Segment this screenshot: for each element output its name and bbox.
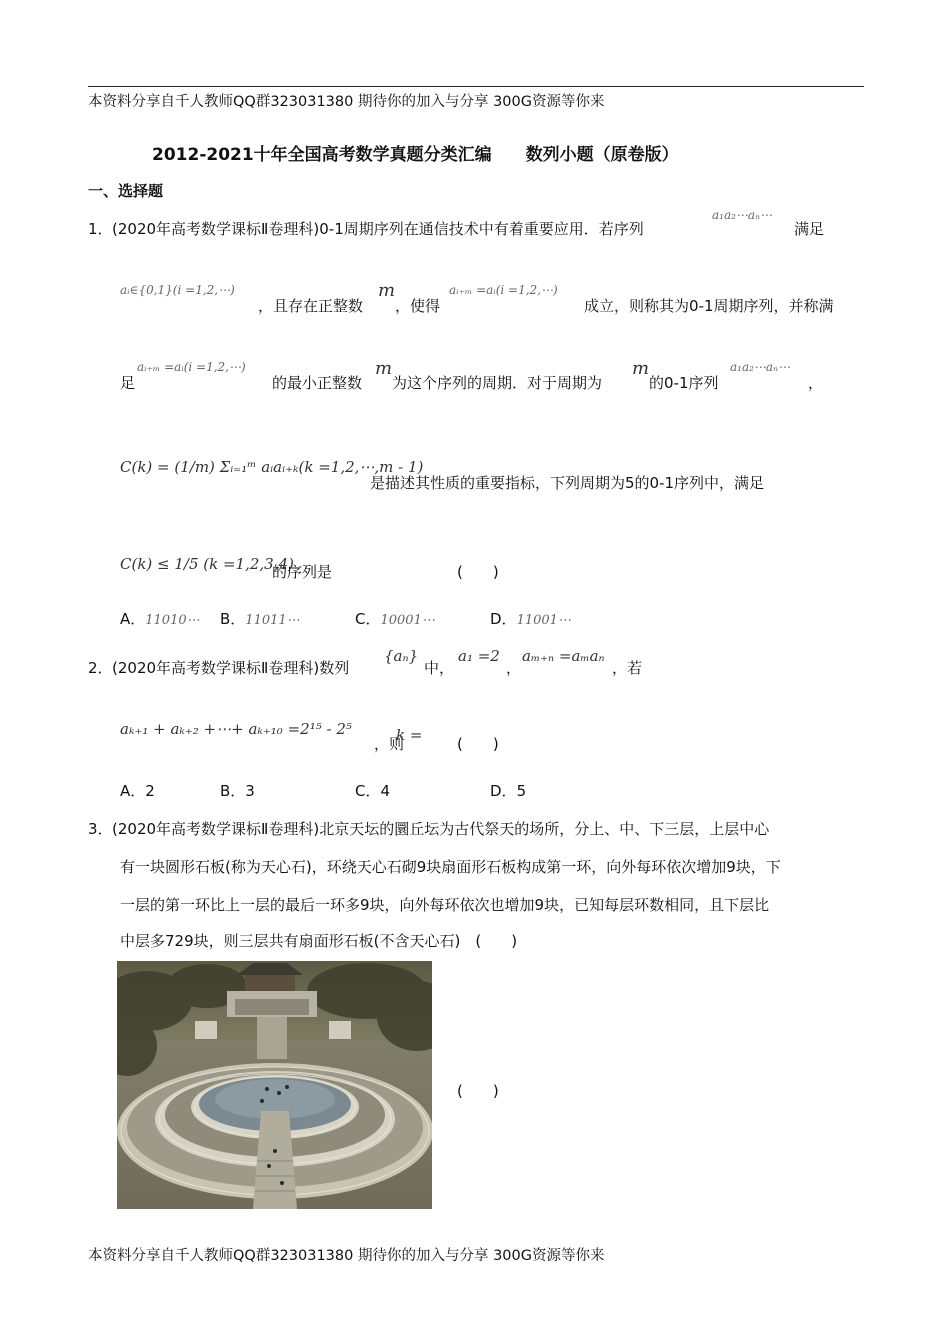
q1-line2-math2: aᵢ₊ₘ =aᵢ(i =1,2,⋯) (449, 283, 558, 297)
q1-option-c[interactable] (355, 608, 435, 629)
q3-line4: 中层多729块，则三层共有扇面形石板(不含天心石) ( ) (120, 932, 518, 950)
header-text: 本资料分享自千人教师QQ群323031380 期待你的加入与分享 300G资源等你来 (88, 94, 605, 110)
q1-line1-math: a₁a₂⋯aₙ⋯ (712, 208, 772, 222)
q2-line2-k: k = (396, 726, 423, 744)
q1-line3-tail: ， (808, 374, 824, 392)
q1-line5-math: C(k) ≤ 1/5 (k =1,2,3,4) (120, 555, 294, 573)
option-value: 4 (380, 782, 391, 800)
q3-line2: 有一块圆形石板(称为天心石)，环绕天心石砌9块扇面形石板构成第一环，向外每环依次增加9块，下 (120, 858, 781, 876)
q3-answer-paren: ( ) (457, 1082, 499, 1100)
option-label: B． (220, 782, 246, 800)
option-value: 11001⋯ (516, 613, 571, 628)
q2-line1-math3: aₘ₊ₙ =aₘaₙ (522, 647, 605, 665)
q1-line3-m2: m (632, 358, 650, 379)
q1-option-b[interactable] (220, 608, 300, 629)
q3-line1: (2020年高考数学课标Ⅱ卷理科)北京天坛的圜丘坛为古代祭天的场所，分上、中、下三层，上层中心 (112, 820, 770, 838)
q1-line2-text3: 成立，则称其为0-1周期序列，并称满 (584, 297, 834, 315)
section-heading: 一、选择题 (88, 182, 164, 200)
option-value: 11011⋯ (245, 613, 300, 628)
q1-line2-text2: ，使得 (395, 297, 441, 315)
q3-line3: 一层的第一环比上一层的最后一环多9块，向外每环依次也增加9块，已知每层环数相同，且下层比 (120, 896, 770, 914)
option-label: C． (355, 782, 381, 800)
q2-option-b[interactable] (220, 780, 255, 801)
q2-line1-text2: 中， (424, 659, 455, 677)
q1-line2-text1: ，且存在正整数 (258, 297, 364, 315)
option-label: B． (220, 610, 246, 628)
option-value: 5 (516, 782, 527, 800)
q1-line2-m: m (378, 280, 396, 301)
option-value: 11010⋯ (145, 613, 200, 628)
q2-number: 2． (88, 659, 113, 677)
option-label: D． (490, 610, 517, 628)
q1-option-a[interactable] (120, 608, 200, 629)
q1-line1-tail: 满足 (794, 220, 825, 238)
option-value: 3 (245, 782, 255, 800)
q2-line1-comma: ， (506, 659, 522, 677)
q2-line1-math2: a₁ =2 (458, 647, 500, 665)
q2-line1-text: (2020年高考数学课标Ⅱ卷理科)数列 (112, 659, 350, 677)
q1-line1-text: (2020年高考数学课标Ⅱ卷理科)0-1周期序列在通信技术中有着重要应用．若序列 (112, 220, 644, 238)
option-value: 2 (145, 782, 155, 800)
q2-answer-paren: ( ) (457, 735, 499, 753)
option-value: 10001⋯ (380, 613, 435, 628)
q1-line4-text: 是描述其性质的重要指标，下列周期为5的0-1序列中，满足 (370, 474, 765, 492)
q1-line3-text2: 为这个序列的周期．对于周期为 (392, 374, 603, 392)
altar-photo-drawing (117, 961, 432, 1209)
q2-option-c[interactable] (355, 780, 390, 801)
option-label: C． (355, 610, 381, 628)
q1-line3-text1: 的最小正整数 (272, 374, 363, 392)
q1-line3-m1: m (375, 358, 393, 379)
q2-line1-math1: {aₙ} (384, 647, 419, 665)
doc-title-sub: 数列小题（原卷版） (525, 145, 679, 165)
q1-line5-text: 的序列是 (272, 563, 333, 581)
q1-line4-math: C(k) = (1/m) Σᵢ₌₁ᵐ aᵢaᵢ₊ₖ(k =1,2,⋯,m - 1) (120, 458, 424, 476)
doc-title-main: 2012-2021十年全国高考数学真题分类汇编 (152, 145, 492, 165)
q1-line3-text3: 的0-1序列 (649, 374, 719, 392)
footer-text: 本资料分享自千人教师QQ群323031380 期待你的加入与分享 300G资源等你来 (88, 1248, 605, 1264)
q2-option-d[interactable] (490, 780, 526, 801)
q1-option-d[interactable] (490, 608, 571, 629)
option-label: D． (490, 782, 517, 800)
q2-line2-text: ，则 (374, 735, 405, 753)
option-label: A． (120, 610, 146, 628)
q1-line3-math2: a₁a₂⋯aₙ⋯ (730, 360, 790, 374)
q1-line3-math1: aᵢ₊ₘ =aᵢ(i =1,2,⋯) (137, 360, 246, 374)
q1-number: 1． (88, 220, 113, 238)
option-label: A． (120, 782, 146, 800)
q1-line3-pre: 足 (120, 374, 136, 392)
header-rule (88, 86, 864, 87)
q1-answer-paren: ( ) (457, 563, 499, 581)
q2-line1-tail: ，若 (612, 659, 643, 677)
q1-line2-math1: aᵢ∈{0,1}(i =1,2,⋯) (120, 283, 235, 297)
q2-option-a[interactable] (120, 780, 155, 801)
q3-number: 3． (88, 820, 113, 838)
q2-line2-math: aₖ₊₁ + aₖ₊₂ +⋯+ aₖ₊₁₀ =2¹⁵ - 2⁵ (120, 720, 352, 738)
doc-title (152, 140, 679, 165)
altar-photo (117, 961, 432, 1209)
